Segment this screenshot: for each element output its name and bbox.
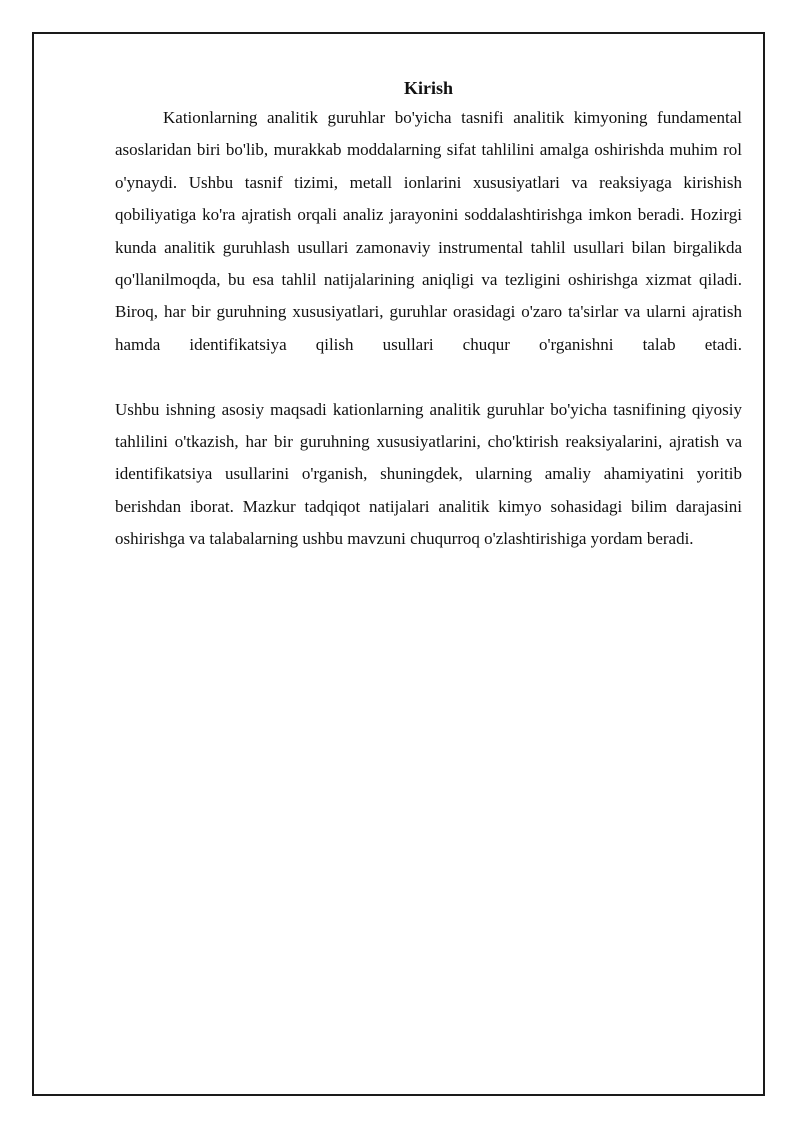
document-body (115, 74, 742, 556)
document-title: Kirish (403, 78, 453, 98)
paragraph-purpose: Ushbu ishning asosiy maqsadi kationlarning analitik guruhlar bo'yicha tasnifining qiyosiy tahlilini o'tkazish, har bir guruhning xususiyatlarini, cho'ktirish reaksiyalarini, ajratish va identifikatsiya usullarini o'rganish, shuningdek, ularning amaliy ahamiyatini yoritib berishdan iborat. Mazkur tadqiqot natijalari analitik kimyo sohasidagi bilim darajasini oshirishga va talabalarning ushbu mavzuni chuqurroq o'zlashtirishiga yordam beradi. (115, 399, 742, 549)
paragraph-spacer (115, 361, 742, 393)
paragraph-introduction: Kationlarning analitik guruhlar bo'yicha tasnifi analitik kimyoning fundamental asoslaridan biri bo'lib, murakkab moddalarning sifat tahlilini amalga oshirishda muhim rol o'ynaydi. Ushbu tasnif tizimi, metall ionlarini xususiyatlari va reaksiyaga kirishish qobiliyatiga ko'ra ajratish orqali analiz jarayonini soddalashtirishga imkon beradi. Hozirgi kunda analitik guruhlash usullari zamonaviy instrumental tahlil usullari bilan birgalikda qo'llanilmoqda, bu esa tahlil natijalarining aniqligi va tezligini oshirishga xizmat qiladi. Biroq, har bir guruhning xususiyatlari, guruhlar orasidagi o'zaro ta'sirlar va ularni ajratish hamda identifikatsiya qilish usullari chuqur o'rganishni talab etadi. (115, 108, 742, 354)
